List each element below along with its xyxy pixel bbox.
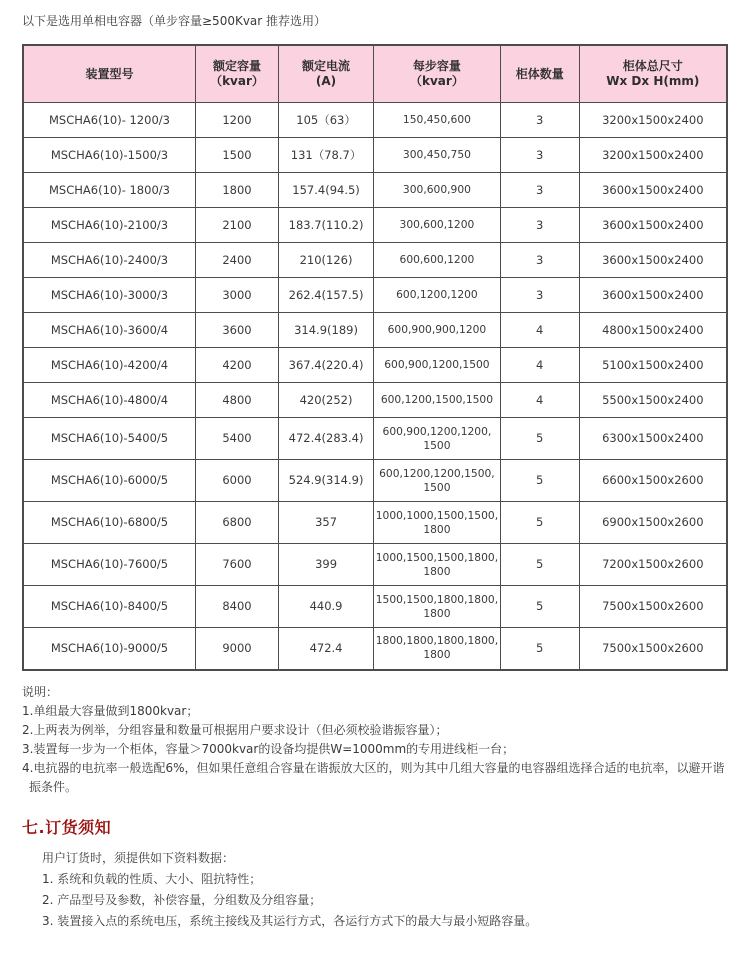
cell-cabinet-count: 5 [500, 502, 579, 544]
cell-rated-capacity: 8400 [195, 586, 278, 628]
table-row [23, 103, 727, 138]
cell-cabinet-count: 5 [500, 544, 579, 586]
col-header-step-capacity: 每步容量 （kvar） [374, 45, 501, 103]
cell-step-capacity: 300,​600,​1200 [374, 208, 501, 243]
cell-cabinet-count: 5 [500, 586, 579, 628]
cell-rated-capacity: 1500 [195, 138, 278, 173]
notes-label: 说明： [22, 684, 59, 699]
table-row [23, 243, 727, 278]
cell-rated-current: 440.9 [279, 586, 374, 628]
order-list [42, 869, 728, 931]
table-row [23, 628, 727, 670]
order-section-body [22, 848, 728, 931]
col-header-dimensions: 柜体总尺寸 Wx Dx H(mm) [579, 45, 727, 103]
cell-rated-current: 420(252) [279, 383, 374, 418]
cell-dimensions: 3200x1500x2400 [579, 138, 727, 173]
cell-step-capacity: 600,​600,​1200 [374, 243, 501, 278]
cell-model: MSCHA6(10)-7600/5 [23, 544, 195, 586]
cell-cabinet-count: 3 [500, 103, 579, 138]
cell-model: MSCHA6(10)-2100/3 [23, 208, 195, 243]
cell-model: MSCHA6(10)-3600/4 [23, 313, 195, 348]
cell-rated-capacity: 3000 [195, 278, 278, 313]
cell-cabinet-count: 3 [500, 138, 579, 173]
cell-step-capacity: 1000,​1500,​1500,​1800,​1800 [374, 544, 501, 586]
col-header-model: 装置型号 [23, 45, 195, 103]
cell-step-capacity: 600,​900,​1200,​1500 [374, 348, 501, 383]
cell-model: MSCHA6(10)- 1800/3 [23, 173, 195, 208]
order-item: 3. 装置接入点的系统电压，系统主接线及其运行方式，各运行方式下的最大与最小短路容量。 [42, 913, 538, 928]
cell-cabinet-count: 3 [500, 243, 579, 278]
cell-model: MSCHA6(10)- 1200/3 [23, 103, 195, 138]
col-header-rated-current: 额定电流 (A) [279, 45, 374, 103]
cell-rated-current: 314.9(189) [279, 313, 374, 348]
cell-model: MSCHA6(10)-4200/4 [23, 348, 195, 383]
table-row [23, 348, 727, 383]
cell-rated-capacity: 2100 [195, 208, 278, 243]
cell-rated-capacity: 2400 [195, 243, 278, 278]
cell-dimensions: 5100x1500x2400 [579, 348, 727, 383]
cell-dimensions: 5500x1500x2400 [579, 383, 727, 418]
cell-dimensions: 3600x1500x2400 [579, 208, 727, 243]
cell-rated-capacity: 3600 [195, 313, 278, 348]
cell-rated-capacity: 6000 [195, 460, 278, 502]
cell-dimensions: 3600x1500x2400 [579, 243, 727, 278]
cell-cabinet-count: 4 [500, 383, 579, 418]
cell-dimensions: 3600x1500x2400 [579, 173, 727, 208]
table-row [23, 502, 727, 544]
cell-step-capacity: 1500,​1500,​1800,​1800,​1800 [374, 586, 501, 628]
page-title: 以下是选用单相电容器（单步容量≥500Kvar 推荐选用） [22, 14, 327, 28]
cell-rated-current: 210(126) [279, 243, 374, 278]
cell-rated-current: 131（78.7） [279, 138, 374, 173]
cell-dimensions: 3600x1500x2400 [579, 278, 727, 313]
cell-dimensions: 7500x1500x2600 [579, 586, 727, 628]
table-header-row [23, 45, 727, 103]
cell-step-capacity: 1800,​1800,​1800,​1800,​1800 [374, 628, 501, 670]
cell-dimensions: 6900x1500x2600 [579, 502, 727, 544]
cell-cabinet-count: 4 [500, 313, 579, 348]
order-section-heading: 七.订货须知 [22, 817, 112, 837]
cell-cabinet-count: 4 [500, 348, 579, 383]
table-row [23, 418, 727, 460]
cell-dimensions: 7500x1500x2600 [579, 628, 727, 670]
cell-rated-capacity: 5400 [195, 418, 278, 460]
cell-rated-current: 357 [279, 502, 374, 544]
cell-model: MSCHA6(10)-2400/3 [23, 243, 195, 278]
capacitor-selection-table [22, 44, 728, 671]
table-row [23, 313, 727, 348]
cell-dimensions: 6300x1500x2400 [579, 418, 727, 460]
cell-model: MSCHA6(10)-8400/5 [23, 586, 195, 628]
order-item: 1. 系统和负载的性质、大小、阻抗特性； [42, 871, 262, 886]
cell-cabinet-count: 3 [500, 173, 579, 208]
cell-rated-capacity: 1800 [195, 173, 278, 208]
cell-model: MSCHA6(10)-9000/5 [23, 628, 195, 670]
cell-step-capacity: 600,​900,​1200,​1200,​1500 [374, 418, 501, 460]
table-row [23, 383, 727, 418]
order-intro: 用户订货时，须提供如下资料数据： [42, 850, 235, 865]
table-row [23, 173, 727, 208]
cell-rated-current: 399 [279, 544, 374, 586]
cell-dimensions: 4800x1500x2400 [579, 313, 727, 348]
cell-model: MSCHA6(10)-1500/3 [23, 138, 195, 173]
cell-cabinet-count: 3 [500, 208, 579, 243]
cell-rated-capacity: 4800 [195, 383, 278, 418]
cell-cabinet-count: 5 [500, 460, 579, 502]
table-header [23, 45, 727, 103]
table-row [23, 544, 727, 586]
cell-rated-capacity: 4200 [195, 348, 278, 383]
cell-step-capacity: 600,​1200,​1200,​1500,​1500 [374, 460, 501, 502]
table-row [23, 278, 727, 313]
cell-rated-current: 367.4(220.4) [279, 348, 374, 383]
cell-step-capacity: 150,​450,​600 [374, 103, 501, 138]
notes-list [22, 702, 728, 797]
table-body [23, 103, 727, 670]
cell-step-capacity: 300,​600,​900 [374, 173, 501, 208]
table-row [23, 586, 727, 628]
cell-cabinet-count: 3 [500, 278, 579, 313]
cell-model: MSCHA6(10)-5400/5 [23, 418, 195, 460]
col-header-cabinet-count: 柜体数量 [500, 45, 579, 103]
col-header-rated-capacity: 额定容量 （kvar） [195, 45, 278, 103]
cell-dimensions: 3200x1500x2400 [579, 103, 727, 138]
cell-step-capacity: 300,​450,​750 [374, 138, 501, 173]
cell-rated-current: 262.4(157.5) [279, 278, 374, 313]
cell-cabinet-count: 5 [500, 418, 579, 460]
cell-dimensions: 7200x1500x2600 [579, 544, 727, 586]
cell-rated-capacity: 9000 [195, 628, 278, 670]
notes-section [22, 683, 728, 797]
cell-model: MSCHA6(10)-6000/5 [23, 460, 195, 502]
cell-model: MSCHA6(10)-3000/3 [23, 278, 195, 313]
order-item: 2. 产品型号及参数，补偿容量，分组数及分组容量； [42, 892, 322, 907]
cell-rated-current: 524.9(314.9) [279, 460, 374, 502]
cell-dimensions: 6600x1500x2600 [579, 460, 727, 502]
cell-step-capacity: 1000,​1000,​1500,​1500,​1800 [374, 502, 501, 544]
cell-model: MSCHA6(10)-6800/5 [23, 502, 195, 544]
note-item: 2.上两表为例举，分组容量和数量可根据用户要求设计（但必须校验谐振容量）； [22, 722, 448, 737]
note-item: 3.装置每一步为一个柜体，容量＞7000kvar的设备均提供W=1000mm的专用进线柜一台； [22, 741, 515, 756]
cell-cabinet-count: 5 [500, 628, 579, 670]
cell-rated-current: 105（63） [279, 103, 374, 138]
cell-step-capacity: 600,​1200,​1200 [374, 278, 501, 313]
cell-rated-capacity: 7600 [195, 544, 278, 586]
cell-rated-current: 183.7(110.2) [279, 208, 374, 243]
table-row [23, 208, 727, 243]
note-item: 4.电抗器的电抗率一般选配6%，但如果任意组合容量在谐振放大区的，则为其中几组大容量的电容器组选择合适的电抗率，以避开谐振条件。 [22, 760, 725, 794]
cell-rated-current: 472.4(283.4) [279, 418, 374, 460]
cell-step-capacity: 600,​1200,​1500,​1500 [374, 383, 501, 418]
cell-rated-capacity: 6800 [195, 502, 278, 544]
cell-rated-current: 157.4(94.5) [279, 173, 374, 208]
cell-step-capacity: 600,​900,​900,​1200 [374, 313, 501, 348]
table-row [23, 460, 727, 502]
note-item: 1.单组最大容量做到1800kvar； [22, 703, 199, 718]
cell-rated-current: 472.4 [279, 628, 374, 670]
table-row [23, 138, 727, 173]
cell-model: MSCHA6(10)-4800/4 [23, 383, 195, 418]
cell-rated-capacity: 1200 [195, 103, 278, 138]
